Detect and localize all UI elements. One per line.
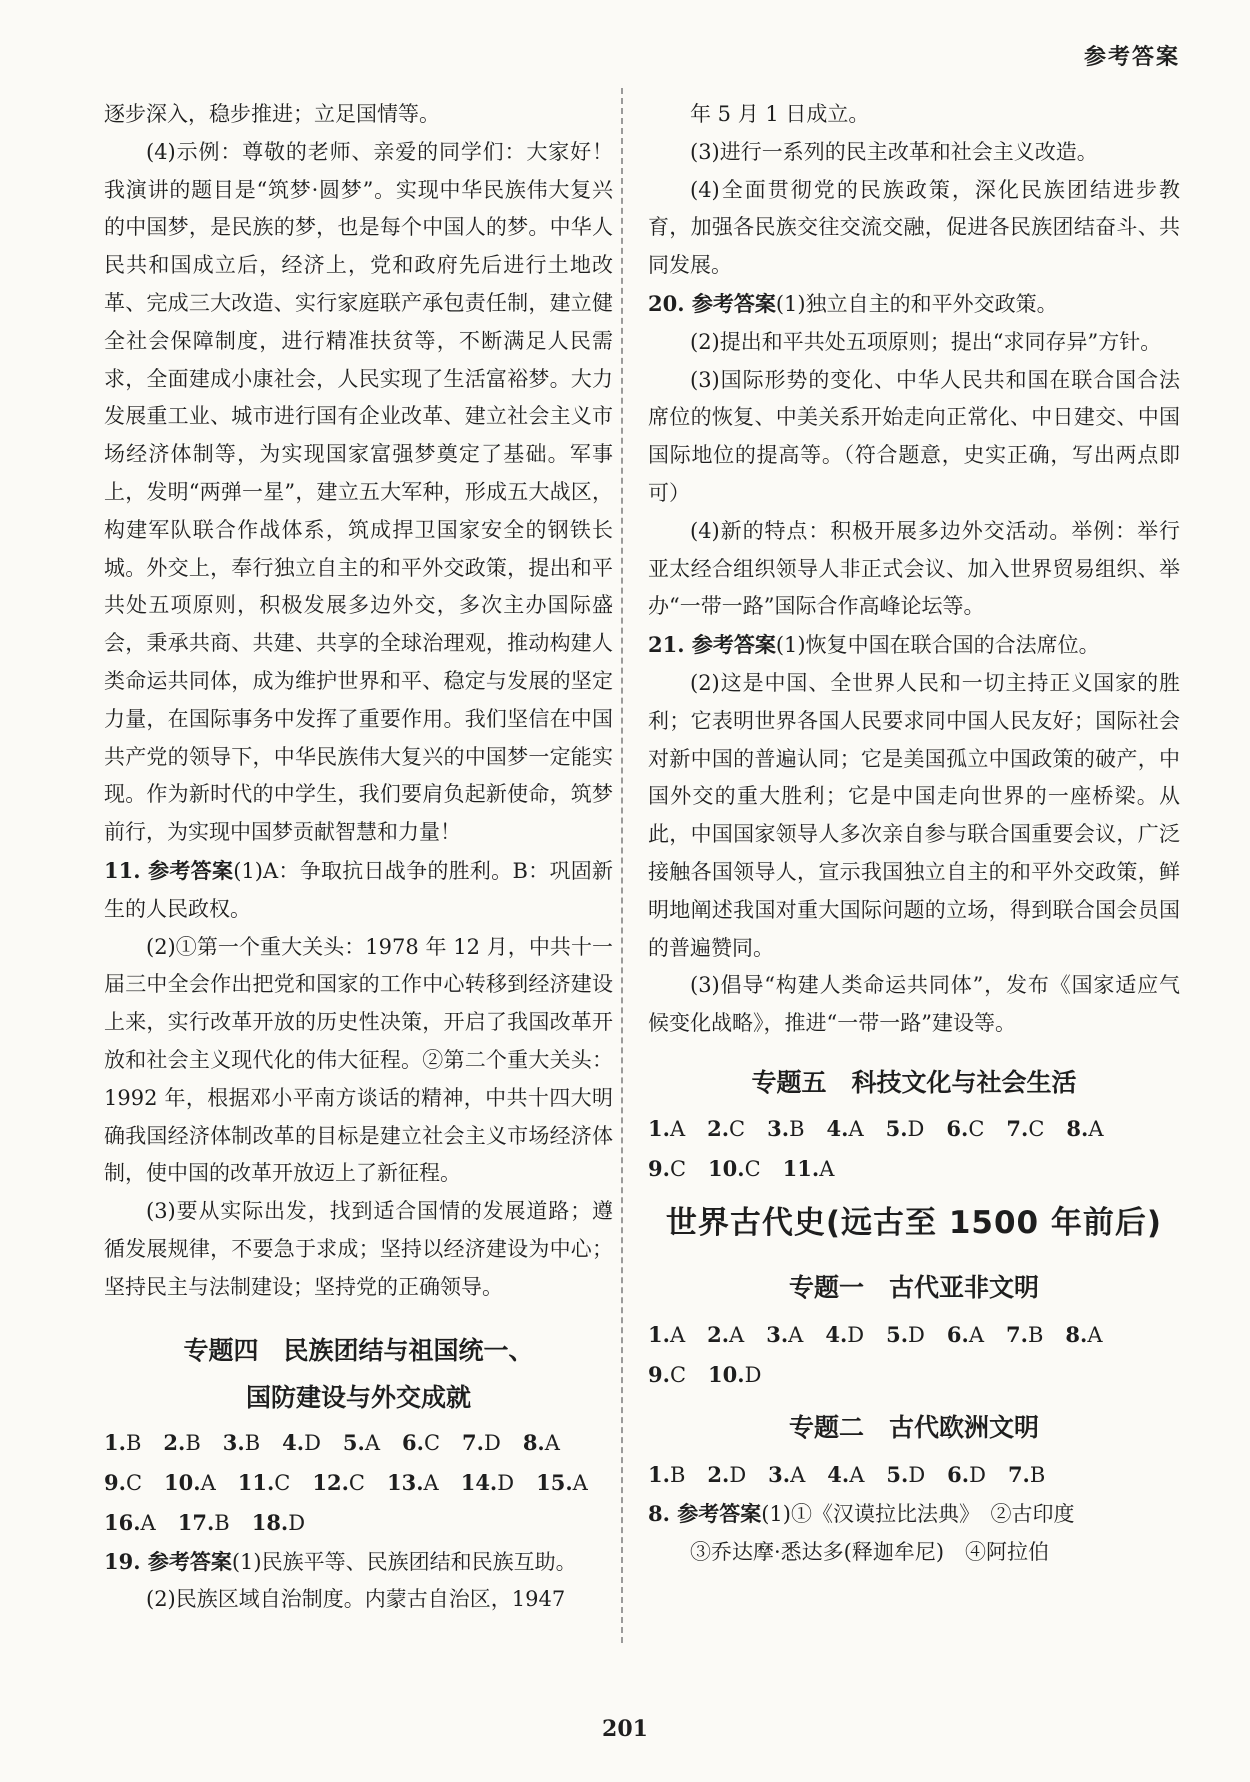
answer-number: 1. xyxy=(648,1115,670,1141)
paragraph: 逐步深入，稳步推进；立足国情等。 xyxy=(104,102,440,126)
paragraph: (2)①第一个重大关头：1978 年 12 月，中共十一届三中全会作出把党和国家的工作中心转移到经济建设上来，实行改革开放的历史性决策，开启了我国改革开放和社会主义现代化的伟大征程。②第二个重大关头：1992 年，根据邓小平南方谈话的精神，中共十四大明确我国经济体制改革的目标是建立社会主义市场经济体制，使中国的改革开放迈上了新征程。 xyxy=(104,934,613,1186)
question-20 xyxy=(648,285,1180,324)
paragraph: (2)这是中国、全世界人民和一切主持正义国家的胜利；它表明世界各国人民要求同中国人民友好；国际社会对新中国的普遍认同；它是美国孤立中国政策的破产，中国外交的重大胜利；它是中国走向世界的一座桥梁。从此，中国国家领导人多次亲自参与联合国重要会议，广泛接触各国领导人，宣示我国独立自主的和平外交政策，鲜明地阐述我国对重大国际问题的立场，得到联合国会员国的普遍赞同。 xyxy=(648,670,1180,960)
answer-letter: C xyxy=(744,1156,761,1181)
answer-row xyxy=(648,1109,1180,1149)
question-label: 21. 参考答案 xyxy=(648,632,776,658)
answer-item xyxy=(163,1431,200,1455)
answer-item xyxy=(104,1471,142,1495)
answer-letter: C xyxy=(348,1470,365,1495)
answer-item xyxy=(886,1463,925,1487)
answer-number: 17. xyxy=(177,1509,215,1535)
answer-item xyxy=(536,1471,588,1495)
answer-number: 9. xyxy=(648,1155,670,1181)
answer-item xyxy=(648,1463,685,1487)
answer-letter: C xyxy=(968,1116,985,1141)
answer-letter: D xyxy=(483,1430,501,1455)
header-label: 参考答案 xyxy=(1083,45,1180,70)
answer-letter: D xyxy=(907,1116,925,1141)
answer-item xyxy=(768,1463,805,1487)
answer-letter: C xyxy=(125,1470,143,1495)
question-label: 19. 参考答案 xyxy=(104,1548,232,1574)
answer-item xyxy=(282,1431,321,1455)
question-19 xyxy=(104,1543,613,1582)
answer-item xyxy=(767,1117,804,1141)
answer-item xyxy=(523,1431,560,1455)
answer-text: (1)①《汉谟拉比法典》 ②古印度 xyxy=(761,1501,1075,1526)
answer-number: 4. xyxy=(826,1115,849,1141)
answer-item xyxy=(648,1157,686,1181)
answer-number: 12. xyxy=(312,1469,349,1495)
answer-number: 2. xyxy=(707,1461,730,1487)
answer-number: 4. xyxy=(827,1461,850,1487)
answer-number: 3. xyxy=(766,1321,789,1347)
answer-item xyxy=(648,1117,685,1141)
answer-item xyxy=(343,1431,380,1455)
answer-number: 2. xyxy=(707,1321,730,1347)
answer-number: 11. xyxy=(782,1155,820,1181)
answer-number: 4. xyxy=(282,1429,305,1455)
answer-number: 14. xyxy=(460,1469,498,1495)
answer-letter: A xyxy=(968,1322,984,1347)
answer-letter: D xyxy=(288,1510,306,1535)
answer-row xyxy=(104,1423,613,1463)
answer-number: 7. xyxy=(462,1429,484,1455)
answer-item xyxy=(947,1323,984,1347)
section-title: 专题一 古代亚非文明 xyxy=(788,1272,1039,1302)
answer-letter: C xyxy=(729,1116,746,1141)
answer-text: (1)民族平等、民族团结和民族互助。 xyxy=(231,1549,577,1574)
answer-letter: A xyxy=(849,1462,865,1487)
answer-number: 7. xyxy=(1006,1321,1028,1347)
section-title: 专题四 民族团结与祖国统一、 xyxy=(183,1335,534,1365)
paragraph: 年 5 月 1 日成立。 xyxy=(690,102,870,126)
answer-text: (1)恢复中国在联合国的合法席位。 xyxy=(775,633,1100,658)
question-label: 11. 参考答案 xyxy=(104,857,234,883)
answer-item xyxy=(164,1471,216,1495)
answer-number: 1. xyxy=(104,1429,126,1455)
answer-letter: B xyxy=(1027,1322,1044,1347)
answer-item xyxy=(238,1471,291,1495)
answer-row xyxy=(648,1355,1180,1395)
right-column xyxy=(648,96,1180,1572)
answer-letter: D xyxy=(908,1322,925,1347)
answer-number: 6. xyxy=(946,1115,969,1141)
answer-number: 1. xyxy=(648,1461,670,1487)
answer-letter: B xyxy=(1029,1462,1046,1487)
answer-item xyxy=(1065,1323,1102,1347)
answer-number: 9. xyxy=(648,1361,670,1387)
answer-letter: C xyxy=(1028,1116,1045,1141)
answer-letter: A xyxy=(544,1430,560,1455)
answer-number: 3. xyxy=(768,1461,791,1487)
answer-letter: B xyxy=(125,1430,142,1455)
answer-row xyxy=(104,1463,613,1503)
paragraph: (4)示例：尊敬的老师、亲爱的同学们：大家好！我演讲的题目是“筑梦·圆梦”。实现中华民族伟大复兴的中国梦，是民族的梦，也是每个中国人的梦。中华人民共和国成立后，经济上，党和政府先后进行土地改革、完成三大改造、实行家庭联产承包责任制，建立健全社会保障制度，进行精准扶贫等，不断满足人民需求，全面建成小康社会，人民实现了生活富裕梦。大力发展重工业、城市进行国有企业改革、建立社会主义市场经济体制等，为实现国家富强梦奠定了基础。军事上，发明“两弹一星”，建立五大军种，形成五大战区，构建军队联合作战体系，筑成捍卫国家安全的钢铁长城。外交上，奉行独立自主的和平外交政策，提出和平共处五项原则，积极发展多边外交，多次主办国际盛会，秉承共商、共建、共享的全球治理观，推动构建人类命运共同体，成为维护世界和平、稳定与发展的坚定力量，在国际事务中发挥了重要作用。我们坚信在中国共产党的领导下，中华民族伟大复兴的中国梦一定能实现。作为新时代的中学生，我们要肩负起新使命，筑梦前行，为实现中国梦贡献智慧和力量！ xyxy=(104,139,613,845)
answer-row xyxy=(104,1503,613,1543)
answer-item xyxy=(648,1363,686,1387)
answer-number: 3. xyxy=(222,1429,245,1455)
paragraph: (4)新的特点：积极开展多边外交活动。举例：举行亚太经合组织领导人非正式会议、加入世界贸易组织、举办“一带一路”国际合作高峰论坛等。 xyxy=(648,518,1180,619)
paragraph: (3)国际形势的变化、中华人民共和国在联合国合法席位的恢复、中美关系开始走向正常化、中日建交、中国国际地位的提高等。（符合题意，史实正确，写出两点即可） xyxy=(648,367,1180,505)
answer-number: 8. xyxy=(1066,1115,1089,1141)
answer-letter: D xyxy=(908,1462,926,1487)
answer-letter: A xyxy=(572,1470,588,1495)
question-8 xyxy=(648,1495,1180,1534)
answer-item xyxy=(104,1431,141,1455)
answer-letter: D xyxy=(969,1462,986,1487)
answer-number: 1. xyxy=(648,1321,670,1347)
answer-item xyxy=(886,1117,925,1141)
answer-letter: A xyxy=(200,1470,216,1495)
answer-letter: A xyxy=(729,1322,745,1347)
answer-row xyxy=(648,1455,1180,1495)
answer-letter: D xyxy=(847,1322,865,1347)
paragraph: (4)全面贯彻党的民族政策，深化民族团结进步教育，加强各民族交往交流交融，促进各民族团结奋斗、共同发展。 xyxy=(648,177,1180,278)
answer-number: 7. xyxy=(1006,1115,1029,1141)
answer-number: 3. xyxy=(767,1115,790,1141)
answer-letter: C xyxy=(669,1156,687,1181)
answer-number: 18. xyxy=(251,1509,289,1535)
answer-item xyxy=(104,1511,156,1535)
answer-number: 13. xyxy=(386,1469,424,1495)
answer-letter: B xyxy=(789,1116,805,1141)
answer-row xyxy=(648,1149,1180,1189)
left-column xyxy=(104,96,613,1619)
answer-item xyxy=(1008,1463,1045,1487)
answer-item xyxy=(947,1463,986,1487)
answer-number: 16. xyxy=(104,1509,141,1535)
page-number: 201 xyxy=(602,1716,648,1742)
answer-number: 6. xyxy=(947,1461,970,1487)
answer-letter: C xyxy=(423,1430,441,1455)
answer-letter: A xyxy=(819,1156,835,1181)
answer-letter: A xyxy=(1088,1116,1104,1141)
answer-item xyxy=(707,1117,745,1141)
answer-letter: A xyxy=(1087,1322,1103,1347)
answer-item xyxy=(1066,1117,1103,1141)
answer-letter: A xyxy=(848,1116,864,1141)
paragraph: (3)倡导“构建人类命运共同体”，发布《国家适应气候变化战略》，推进“一带一路”建设等。 xyxy=(648,973,1180,1036)
answer-letter: D xyxy=(729,1462,747,1487)
answer-number: 6. xyxy=(402,1429,424,1455)
paragraph: (3)进行一系列的民主改革和社会主义改造。 xyxy=(690,139,1098,164)
answer-letter: B xyxy=(244,1430,261,1455)
answer-item xyxy=(1006,1117,1044,1141)
answer-number: 9. xyxy=(104,1469,126,1495)
answer-item xyxy=(252,1511,305,1535)
answer-number: 5. xyxy=(886,1461,909,1487)
answer-number: 11. xyxy=(237,1469,275,1495)
answer-number: 2. xyxy=(163,1429,186,1455)
answer-number: 5. xyxy=(885,1115,908,1141)
answer-letter: C xyxy=(669,1362,687,1387)
answer-item xyxy=(827,1463,864,1487)
answer-number: 5. xyxy=(886,1321,909,1347)
answer-number: 8. xyxy=(522,1429,545,1455)
answer-letter: B xyxy=(214,1510,230,1535)
answer-letter: A xyxy=(669,1116,686,1141)
answer-number: 7. xyxy=(1007,1461,1030,1487)
section-title: 专题五 科技文化与社会生活 xyxy=(751,1067,1077,1097)
answer-item xyxy=(708,1363,761,1387)
answer-item xyxy=(783,1157,835,1181)
answer-number: 5. xyxy=(342,1429,365,1455)
answer-number: 8. xyxy=(1065,1321,1088,1347)
paragraph: (3)要从实际出发，找到适合国情的发展道路；遵循发展规律，不要急于求成；坚持以经济建设为中心；坚持民主与法制建设；坚持党的正确领导。 xyxy=(104,1199,613,1299)
part-title: 世界古代史(远古至 1500 年前后) xyxy=(665,1204,1163,1241)
answer-letter: A xyxy=(364,1430,381,1455)
answer-letter: B xyxy=(669,1462,686,1487)
answer-letter: C xyxy=(274,1470,291,1495)
answer-number: 2. xyxy=(707,1115,730,1141)
answer-item xyxy=(1006,1323,1043,1347)
answer-item xyxy=(825,1323,864,1347)
answer-item xyxy=(461,1471,514,1495)
answer-letter: A xyxy=(140,1510,156,1535)
answer-item xyxy=(886,1323,925,1347)
answer-number: 15. xyxy=(536,1469,573,1495)
answer-number: 10. xyxy=(708,1361,745,1387)
question-label: 20. 参考答案 xyxy=(648,290,776,316)
answer-letter: D xyxy=(744,1362,762,1387)
question-11 xyxy=(104,852,613,929)
section-title: 国防建设与外交成就 xyxy=(245,1382,471,1412)
answer-item xyxy=(766,1323,803,1347)
answer-letter: A xyxy=(788,1322,804,1347)
answer-letter: D xyxy=(497,1470,515,1495)
answer-text: (1)独立自主的和平外交政策。 xyxy=(775,291,1058,316)
answer-letter: A xyxy=(790,1462,806,1487)
answer-item xyxy=(178,1511,230,1535)
paragraph: (2)民族区域自治制度。内蒙古自治区，1947 xyxy=(146,1587,566,1612)
answer-number: 10. xyxy=(708,1155,745,1181)
answer-item xyxy=(223,1431,260,1455)
answer-letter: A xyxy=(669,1322,686,1347)
question-label: 8. 参考答案 xyxy=(648,1500,762,1526)
section-title: 专题二 古代欧洲文明 xyxy=(788,1412,1039,1442)
answer-number: 6. xyxy=(946,1321,969,1347)
answer-number: 10. xyxy=(164,1469,201,1495)
answer-text: (1)A：争取抗日战争的胜利。B：巩固新生的人民政权。 xyxy=(104,858,613,921)
answer-item xyxy=(648,1323,685,1347)
answer-item xyxy=(387,1471,439,1495)
answer-letter: D xyxy=(304,1430,321,1455)
column-divider xyxy=(621,88,623,1643)
answer-item xyxy=(827,1117,864,1141)
question-21 xyxy=(648,626,1180,665)
answer-letter: A xyxy=(423,1470,439,1495)
answer-letter: B xyxy=(185,1430,201,1455)
answer-item xyxy=(312,1471,365,1495)
answer-number: 4. xyxy=(825,1321,848,1347)
answer-item xyxy=(402,1431,440,1455)
answer-item xyxy=(462,1431,501,1455)
answer-item xyxy=(708,1157,761,1181)
answer-row xyxy=(648,1315,1180,1355)
answer-item xyxy=(707,1323,744,1347)
paragraph: ③乔达摩·悉达多(释迦牟尼) ④阿拉伯 xyxy=(690,1539,1050,1564)
answer-item xyxy=(707,1463,746,1487)
answer-item xyxy=(946,1117,984,1141)
paragraph: (2)提出和平共处五项原则；提出“求同存异”方针。 xyxy=(690,329,1162,354)
